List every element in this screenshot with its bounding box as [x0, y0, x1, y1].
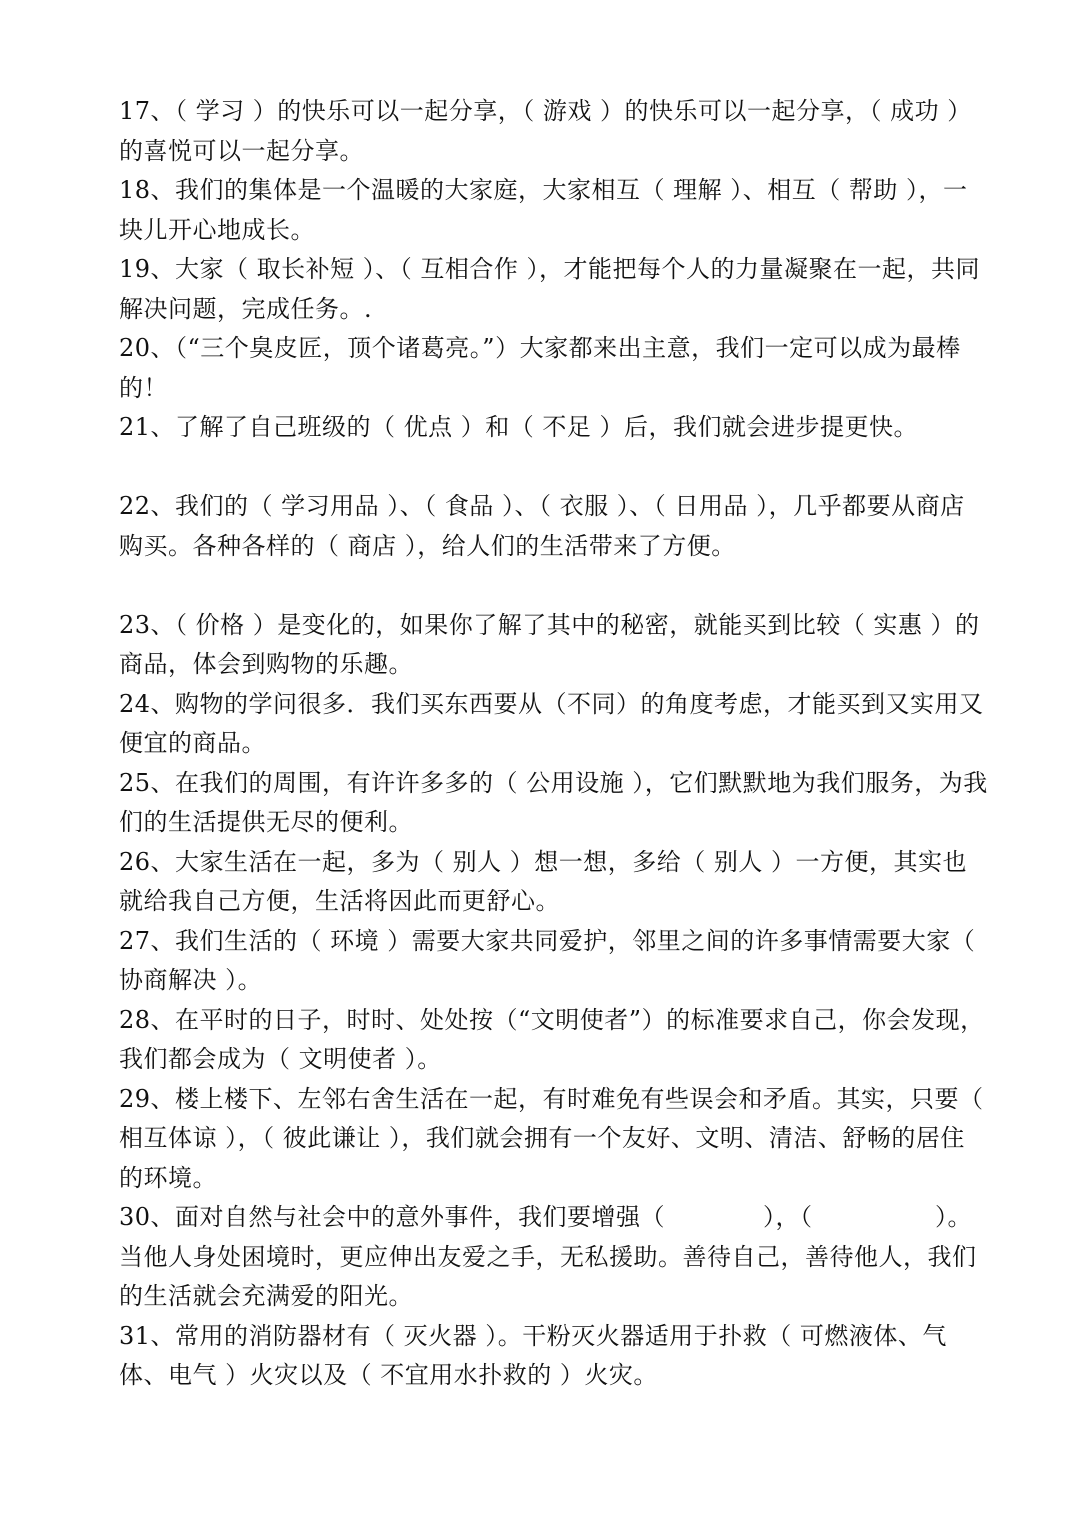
question-29: 29、楼上楼下、左邻右舍生活在一起，有时难免有些误会和矛盾。其实，只要（ 相互体谅 ），（ 彼此谦让 ），我们就会拥有一个友好、文明、清洁、舒畅的居住的环境。	[119, 1084, 984, 1192]
question-21: 21、了解了自己班级的（ 优点 ）和（ 不足 ）后，我们就会进步提更快。	[119, 413, 919, 441]
question-22: 22、我们的（ 学习用品 ）、（ 食品 ）、（ 衣服 ）、（ 日用品 ），几乎都要从商店购买。各种各样的（ 商店 ），给人们的生活带来了方便。	[119, 492, 965, 560]
question-30: 30、面对自然与社会中的意外事件，我们要增强（ ），（ ）。当他人身处困境时，更应伸出友爱之手，无私援助。善待自己，善待他人，我们的生活就会充满爱的阳光。	[119, 1203, 977, 1310]
question-25: 25、在我们的周围，有许许多多的（ 公用设施 ），它们默默地为我们服务，为我们的生活提供无尽的便利。	[119, 768, 988, 836]
question-20: 20、（“三个臭皮匠，顶个诸葛亮。”）大家都来出主意，我们一定可以成为最棒的！	[119, 334, 961, 402]
question-24: 24、购物的学问很多．我们买东西要从（不同）的角度考虑，才能买到又实用又便宜的商品。	[119, 689, 984, 757]
question-31: 31、常用的消防器材有（ 灭火器 ）。干粉灭火器适用于扑救（ 可燃液体、气体、电气 ）火灾以及（ 不宜用水扑救的 ）火灾。	[119, 1321, 947, 1389]
question-18: 18、我们的集体是一个温暖的大家庭，大家相互（ 理解 ）、相互（ 帮助 ），一块儿开心地成长。	[119, 176, 968, 244]
question-28: 28、在平时的日子，时时、处处按（“文明使者”）的标准要求自己，你会发现，我们都会成为（ 文明使者 ）。	[119, 1005, 985, 1073]
question-19: 19、大家（ 取长补短 ）、（ 互相合作 ），才能把每个人的力量凝聚在一起，共同解决问题，完成任务。.	[119, 255, 981, 323]
question-23: 23、（ 价格 ）是变化的，如果你了解了其中的秘密，就能买到比较（ 实惠 ）的商品，体会到购物的乐趣。	[119, 610, 980, 678]
question-17: 17、（ 学习 ）的快乐可以一起分享，（ 游戏 ）的快乐可以一起分享，（ 成功 ）的喜悦可以一起分享。	[119, 97, 972, 165]
document-page	[119, 92, 989, 1396]
question-26: 26、大家生活在一起，多为（ 别人 ）想一想，多给（ 别人 ）一方便，其实也就给我自己方便，生活将因此而更舒心。	[119, 847, 968, 915]
question-27: 27、我们生活的（ 环境 ）需要大家共同爱护，邻里之间的许多事情需要大家（ 协商解决 ）。	[119, 926, 976, 994]
